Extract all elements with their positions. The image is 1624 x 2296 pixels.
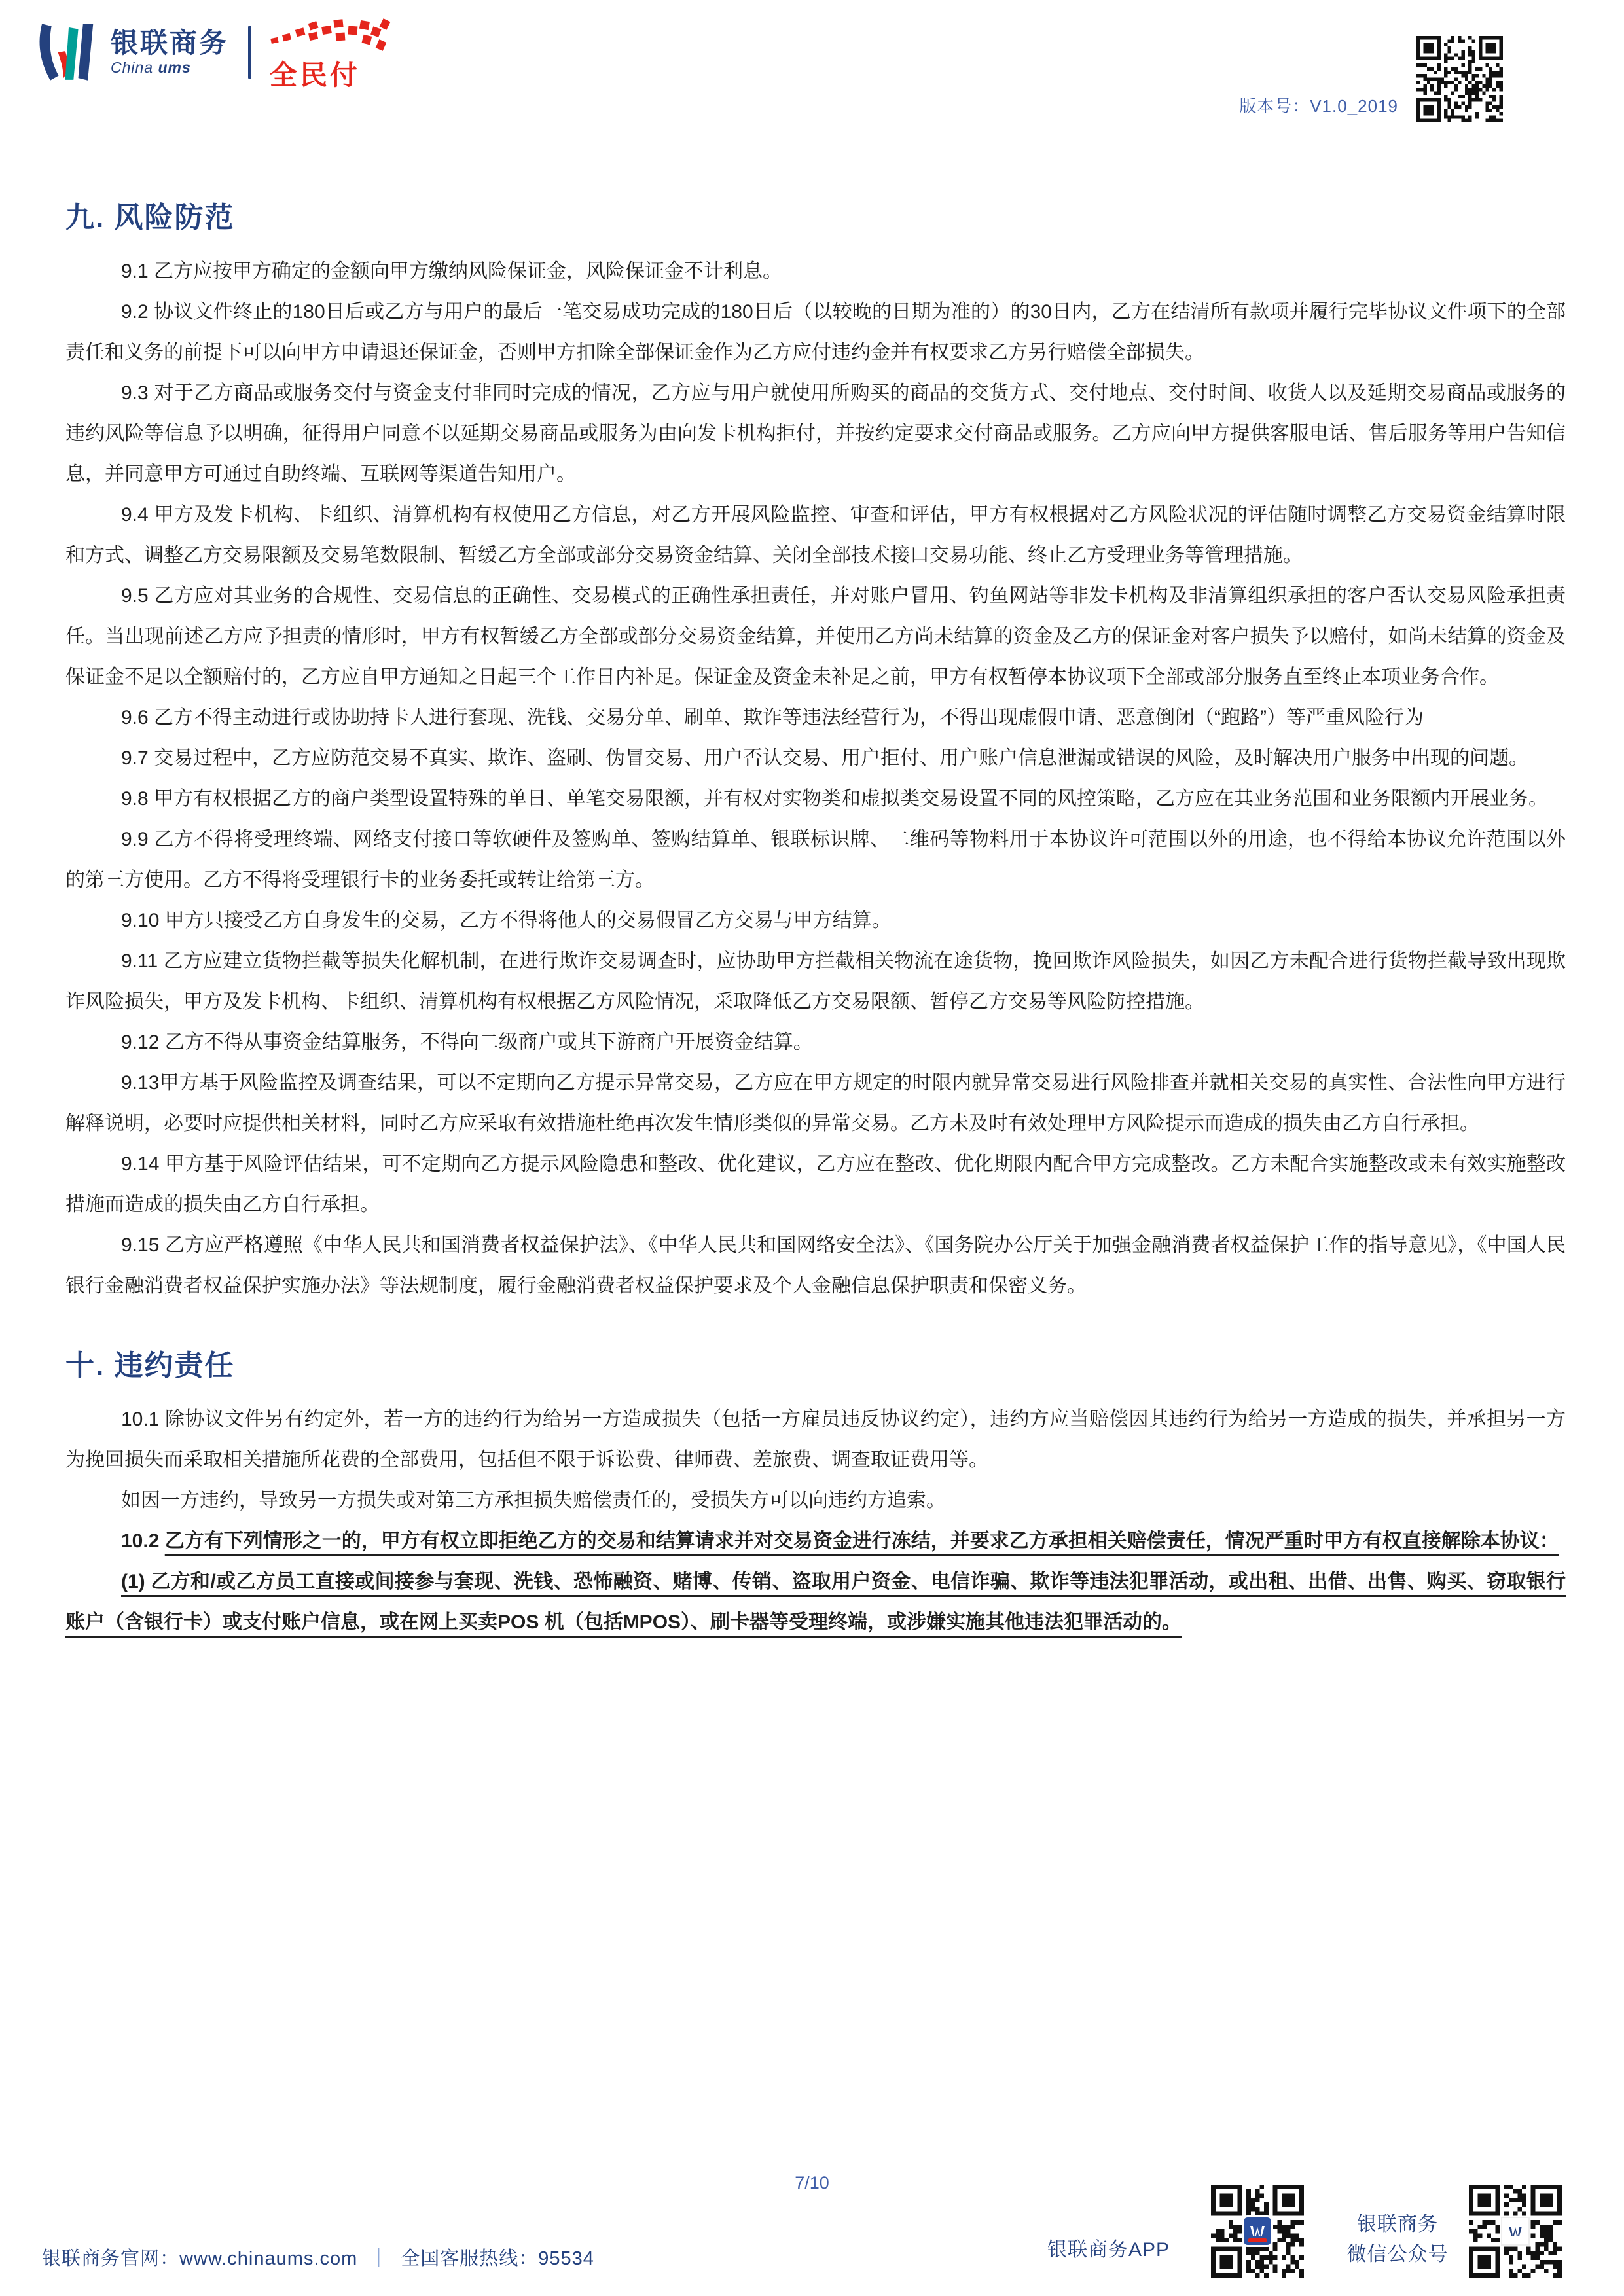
footer-separator: ｜ — [369, 2248, 389, 2269]
wechat-qr-logo — [1501, 2217, 1530, 2246]
clause-9-3: 9.3 对于乙方商品或服务交付与资金支付非同时完成的情况，乙方应与用户就使用所购买的商品的交货方式、交付地点、交付时间、收货人以及延期交易商品或服务的违约风险等信息予以明确，征得用户同意不以延期交易商品或服务为由向发卡机构拒付，并按约定要求交付商品或服务。乙方应向甲方提供客服电话、售后服务等用户告知信息，并同意甲方可通过自助终端、互联网等渠道告知用户。 — [65, 382, 1566, 485]
clause-9-10: 9.10 甲方只接受乙方自身发生的交易，乙方不得将他人的交易假冒乙方交易与甲方结算。 — [121, 910, 892, 931]
clause-10-2: 10.2 乙方有下列情形之一的，甲方有权立即拒绝乙方的交易和结算请求并对交易资金进行冻结，并要求乙方承担相关赔偿责任，情况严重时甲方有权直接解除本协议： — [121, 1530, 1559, 1552]
clause-9-12: 9.12 乙方不得从事资金结算服务，不得向二级商户或其下游商户开展资金结算。 — [121, 1031, 813, 1053]
qr-code-header — [1416, 36, 1503, 122]
clause-9-8: 9.8 甲方有权根据乙方的商户类型设置特殊的单日、单笔交易限额，并有权对实物类和虚拟类交易设置不同的风控策略，乙方应在其业务范围和业务限额内开展业务。 — [121, 788, 1549, 810]
clause-10-1-note: 如因一方违约，导致另一方损失或对第三方承担损失赔偿责任的，受损失方可以向违约方追索。 — [121, 1490, 946, 1511]
brand-text — [111, 28, 228, 77]
clause-10-2-item-1: (1) 乙方和/或乙方员工直接或间接参与套现、洗钱、恐怖融资、赌博、传销、盗取用户资金、电信诈骗、欺诈等违法犯罪活动，或出租、出借、出售、购买、窃取银行账户（含银行卡）或支付账户信息，或在网上买卖POS 机（包括MPOS）、刷卡器等受理终端，或涉嫌实施其他违法犯罪活动的。 — [65, 1571, 1566, 1633]
clause-9-9: 9.9 乙方不得将受理终端、网络支付接口等软硬件及签购单、签购结算单、银联标识牌、二维码等物料用于本协议许可范围以外的用途，也不得给本协议允许范围以外的第三方使用。乙方不得将受理银行卡的业务委托或转让给第三方。 — [65, 829, 1566, 891]
footer-contact — [42, 2244, 594, 2270]
clause-9-1: 9.1 乙方应按甲方确定的金额向甲方缴纳风险保证金，风险保证金不计利息。 — [121, 260, 783, 282]
clause-9-5: 9.5 乙方应对其业务的合规性、交易信息的正确性、交易模式的正确性承担责任，并对账户冒用、钓鱼网站等非发卡机构及非清算组织承担的客户否认交易风险承担责任。当出现前述乙方应予担责的情形时，甲方有权暂缓乙方全部或部分交易资金结算，并使用乙方尚未结算的资金及乙方的保证金对客户损失予以赔付，如尚未结算的资金及保证金不足以全额赔付的，乙方应自甲方通知之日起三个工作日内补足。保证金及资金未补足之前，甲方有权暂停本协议项下全部或部分服务直至终止本项业务合作。 — [65, 585, 1566, 688]
clause-10-1: 10.1 除协议文件另有约定外，若一方的违约行为给另一方造成损失（包括一方雇员违反协议约定），违约方应当赔偿因其违约行为给另一方造成的损失，并承担另一方为挽回损失而采取相关措施所花费的全部费用，包括但不限于诉讼费、律师费、差旅费、调查取证费用等。 — [65, 1408, 1566, 1471]
checkered-flag-icon — [268, 18, 393, 56]
version-label: 版本号：V1.0_2019 — [1239, 96, 1398, 116]
contract-body — [65, 194, 1566, 1643]
brand-name-en: China ums — [111, 59, 191, 76]
clause-9-11: 9.11 乙方应建立货物拦截等损失化解机制，在进行欺诈交易调查时，应协助甲方拦截相关物流在途货物，挽回欺诈风险损失，如因乙方未配合进行货物拦截导致出现欺诈风险损失，甲方及发卡机构、卡组织、清算机构有权根据乙方风险情况，采取降低乙方交易限额、暂停乙方交易等风险防控措施。 — [65, 950, 1566, 1013]
footer-hotline-label: 全国客服热线： — [401, 2248, 539, 2269]
qr-code-app — [1211, 2185, 1304, 2278]
logo-divider — [248, 26, 251, 79]
section-title-risk-prevention: 九. 风险防范 — [65, 202, 235, 234]
footer-website-url: www.chinaums.com — [179, 2248, 358, 2269]
page-number: 7/10 — [795, 2173, 829, 2193]
clause-9-2: 9.2 协议文件终止的180日后或乙方与用户的最后一笔交易成功完成的180日后（以较晚的日期为准的）的30日内，乙方在结清所有款项并履行完毕协议文件项下的全部责任和义务的前提下可以向甲方申请退还保证金，否则甲方扣除全部保证金作为乙方应付违约金并有权要求乙方另行赔偿全部损失。 — [65, 301, 1566, 363]
header-logo — [36, 20, 393, 90]
footer-hotline-number: 95534 — [538, 2248, 594, 2269]
footer-website-label: 银联商务官网： — [42, 2248, 180, 2269]
clause-9-6: 9.6 乙方不得主动进行或协助持卡人进行套现、洗钱、交易分单、刷单、欺诈等违法经营行为，不得出现虚假申请、恶意倒闭（“跑路”）等严重风险行为 — [121, 707, 1424, 728]
app-icon — [1242, 2215, 1273, 2247]
qr-code-wechat — [1469, 2185, 1562, 2278]
clause-9-7: 9.7 交易过程中，乙方应防范交易不真实、欺诈、盗刷、伪冒交易、用户否认交易、用户拒付、用户账户信息泄漏或错误的风险，及时解决用户服务中出现的问题。 — [121, 747, 1529, 769]
brand-name-zh: 银联商务 — [111, 27, 229, 58]
chinaums-mark-icon — [36, 22, 101, 83]
clause-9-15: 9.15 乙方应严格遵照《中华人民共和国消费者权益保护法》、《中华人民共和国网络安全法》、《国务院办公厅关于加强金融消费者权益保护工作的指导意见》，《中国人民银行金融消费者权益保护实施办法》等法规制度，履行金融消费者权益保护要求及个人金融信息保护职责和保密义务。 — [65, 1234, 1566, 1297]
product-name: 全民付 — [270, 60, 361, 90]
section-title-breach-liability: 十. 违约责任 — [65, 1350, 235, 1382]
clause-9-14: 9.14 甲方基于风险评估结果，可不定期向乙方提示风险隐患和整改、优化建议，乙方应在整改、优化期限内配合甲方完成整改。乙方未配合实施整改或未有效实施整改措施而造成的损失由乙方自行承担。 — [65, 1153, 1566, 1215]
app-qr-label: 银联商务APP — [1047, 2239, 1170, 2261]
clause-9-13: 9.13甲方基于风险监控及调查结果，可以不定期向乙方提示异常交易，乙方应在甲方规定的时限内就异常交易进行风险排查并就相关交易的真实性、合法性向甲方进行解释说明，必要时应提供相关材料，同时乙方应采取有效措施杜绝再次发生情形类似的异常交易。乙方未及时有效处理甲方风险提示而造成的损失由乙方自行承担。 — [65, 1072, 1566, 1134]
clause-9-4: 9.4 甲方及发卡机构、卡组织、清算机构有权使用乙方信息，对乙方开展风险监控、审查和评估，甲方有权根据对乙方风险状况的评估随时调整乙方交易资金结算时限和方式、调整乙方交易限额及交易笔数限制、暂缓乙方全部或部分交易资金结算、关闭全部技术接口交易功能、终止乙方受理业务等管理措施。 — [65, 504, 1566, 566]
wechat-qr-label: 银联商务 微信公众号 — [1346, 2214, 1449, 2265]
product-logo — [268, 20, 393, 90]
